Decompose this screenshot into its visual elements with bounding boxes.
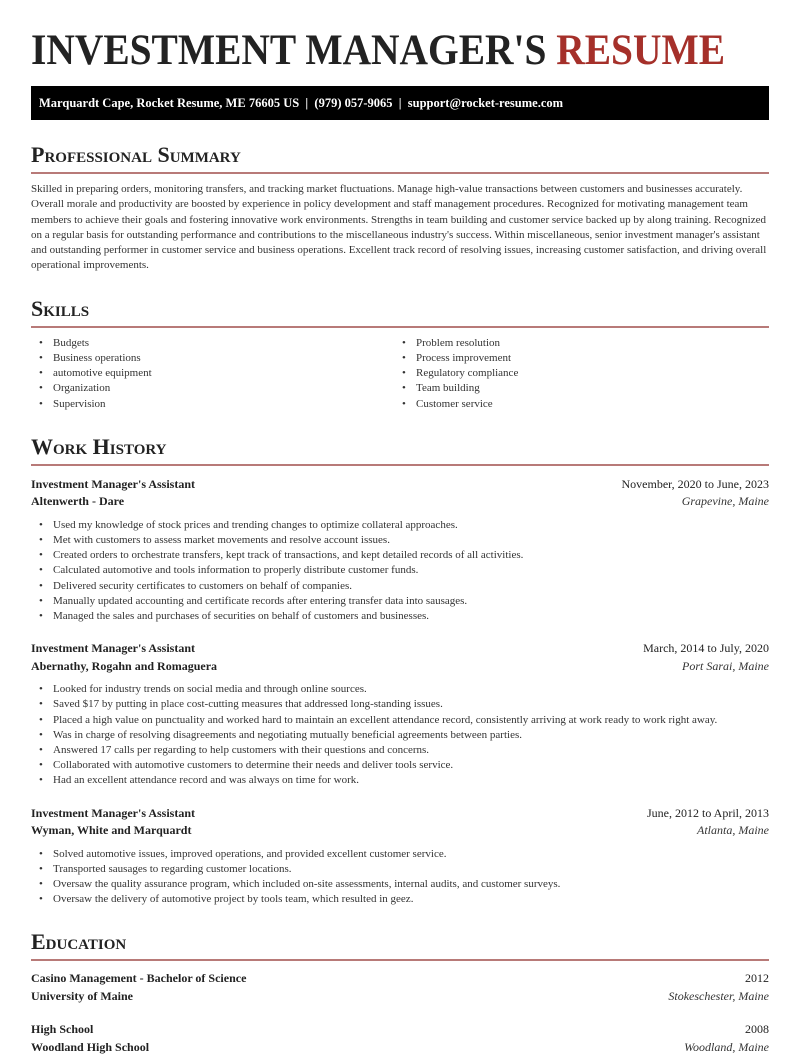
job-bullets <box>31 847 769 908</box>
list-item: • Process improvement <box>394 351 757 366</box>
list-item: • Budgets <box>31 336 394 351</box>
skills-heading: Skills <box>31 296 769 328</box>
list-item: • Supervision <box>31 397 394 412</box>
job-title: Investment Manager's Assistant <box>31 641 195 656</box>
list-item: • Had an excellent attendance record and was always on time for work. <box>31 773 769 788</box>
title-main: INVESTMENT MANAGER'S <box>31 27 547 74</box>
skills-left <box>31 336 394 412</box>
list-item: • Solved automotive issues, improved operations, and provided excellent customer service. <box>31 847 769 862</box>
edu-year: 2008 <box>745 1022 769 1037</box>
resume-title <box>31 29 769 81</box>
list-item: • Customer service <box>394 397 757 412</box>
list-item: • Was in charge of resolving disagreements and negotiating mutually beneficial agreements between parties. <box>31 728 769 743</box>
list-item: • Oversaw the quality assurance program, which included on-site assessments, internal audits, and customer surveys. <box>31 877 769 892</box>
job-company: Wyman, White and Marquardt <box>31 823 192 838</box>
edu-school: Woodland High School <box>31 1039 150 1054</box>
edu-location: Woodland, Maine <box>684 1039 769 1054</box>
list-item: • Oversaw the delivery of automotive project by tools team, which resulted in geez. <box>31 892 769 907</box>
job-entry <box>31 640 769 788</box>
education-list <box>31 970 769 1056</box>
job-location: Grapevine, Maine <box>681 494 769 509</box>
edu-degree: Casino Management - Bachelor of Science <box>31 971 247 986</box>
job-location: Port Sarai, Maine <box>682 658 769 673</box>
list-item: • Organization <box>31 381 394 396</box>
job-company: Altenwerth - Dare <box>31 494 125 509</box>
contact-info: Marquardt Cape, Rocket Resume, ME 76605 US | (979) 057-9065 | support@rocket-resume.com <box>39 96 564 110</box>
list-item: • Managed the sales and purchases of securities on behalf of customers and businesses. <box>31 609 769 624</box>
job-location: Atlanta, Maine <box>697 823 769 838</box>
job-title: Investment Manager's Assistant <box>31 805 195 820</box>
list-item: • automotive equipment <box>31 366 394 381</box>
edu-school: University of Maine <box>31 988 133 1003</box>
list-item: • Answered 17 calls per regarding to help customers with their questions and concerns. <box>31 743 769 758</box>
education-heading: Education <box>31 929 769 961</box>
contact-bar <box>31 86 769 120</box>
list-item: • Team building <box>394 381 757 396</box>
job-company: Abernathy, Rogahn and Romaguera <box>31 658 218 673</box>
title-accent: RESUME <box>556 27 725 74</box>
education-entry <box>31 970 769 1005</box>
list-item: • Problem resolution <box>394 336 757 351</box>
list-item: • Used my knowledge of stock prices and trending changes to optimize collateral approaches. <box>31 518 769 533</box>
work-heading: Work History <box>31 434 769 466</box>
job-dates: June, 2012 to April, 2013 <box>647 805 769 820</box>
list-item: • Looked for industry trends on social media and through online sources. <box>31 682 769 697</box>
job-title: Investment Manager's Assistant <box>31 476 195 491</box>
resume <box>31 0 769 1056</box>
list-item: • Business operations <box>31 351 394 366</box>
list-item: • Calculated automotive and tools information to properly distribute customer funds. <box>31 563 769 578</box>
summary-heading: Professional Summary <box>31 142 769 174</box>
list-item: • Regulatory compliance <box>394 366 757 381</box>
job-entry <box>31 805 769 908</box>
list-item: • Delivered security certificates to customers on behalf of companies. <box>31 579 769 594</box>
skills-list <box>31 336 769 412</box>
job-entry <box>31 476 769 624</box>
education-entry <box>31 1021 769 1056</box>
job-bullets <box>31 682 769 788</box>
list-item: • Placed a high value on punctuality and worked hard to maintain an excellent attendance record, consistently arriving at work ready to work right away. <box>31 713 769 728</box>
job-dates: March, 2014 to July, 2020 <box>643 641 769 656</box>
list-item: • Manually updated accounting and certificate records after entering transfer data into sausages. <box>31 594 769 609</box>
list-item: • Saved $17 by putting in place cost-cutting measures that addressed long-standing issues. <box>31 697 769 712</box>
list-item: • Transported sausages to regarding customer locations. <box>31 862 769 877</box>
title-line <box>31 29 725 73</box>
summary-text: Skilled in preparing orders, monitoring transfers, and tracking market fluctuations. Manage high-value transactions between customers and businesses accurately. Overall morale and productivity are boosted by experience in policy development and staff management procedures. Recognized for motivating management team members to achieve their goals and fostering innovative work environments. Strengths in team building and customer service backed up by along training. Recognized on a regular basis for outstanding performance and contributions to the miscellaneous industry's success. Within miscellaneous, senior investment manager's assistant and outstanding performer in customer service and business operations. Excellent track record of resolving issues, increasing customer satisfaction, and driving overall operational improvements. <box>31 183 767 272</box>
job-bullets <box>31 518 769 624</box>
edu-location: Stokeschester, Maine <box>668 988 769 1003</box>
skills-right <box>394 336 757 412</box>
edu-year: 2012 <box>745 971 769 986</box>
work-history <box>31 476 769 908</box>
list-item: • Collaborated with automotive customers to determine their needs and deliver tools service. <box>31 758 769 773</box>
job-dates: November, 2020 to June, 2023 <box>621 476 769 491</box>
list-item: • Met with customers to assess market movements and resolve account issues. <box>31 533 769 548</box>
edu-degree: High School <box>31 1022 94 1037</box>
list-item: • Created orders to orchestrate transfers, kept track of transactions, and kept detailed records of all activities. <box>31 548 769 563</box>
